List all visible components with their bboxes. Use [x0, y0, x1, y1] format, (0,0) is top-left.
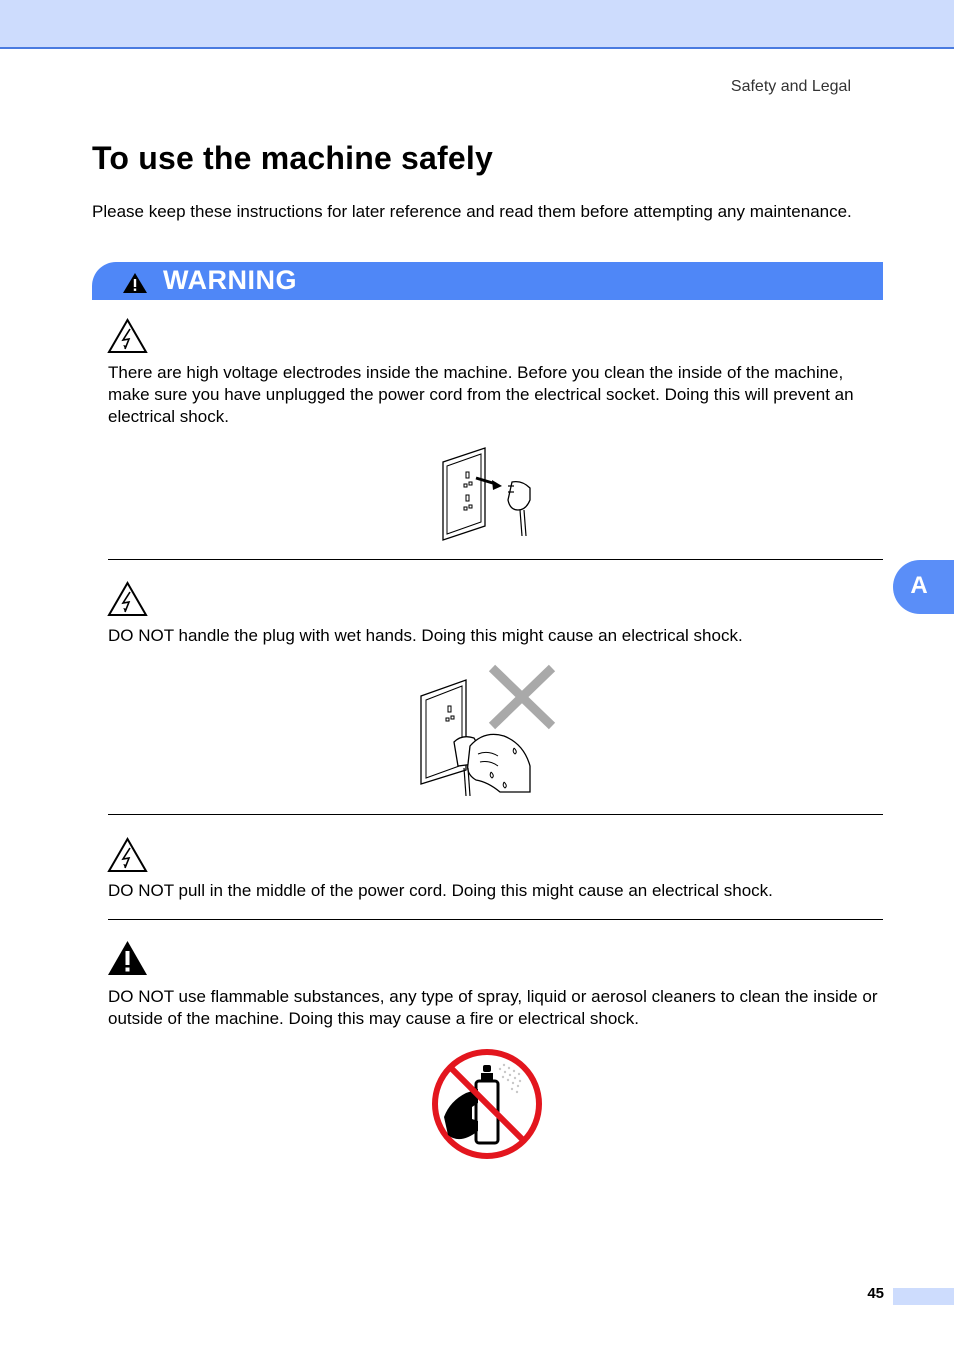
unplug-power-cord-illustration: [440, 446, 536, 542]
section-divider: [108, 919, 883, 920]
top-header-band: [0, 0, 954, 49]
warning-text-3: DO NOT pull in the middle of the power cord. Doing this might cause an electrical shock.: [108, 881, 773, 900]
section-divider: [108, 814, 883, 815]
warning-triangle-icon: [122, 272, 148, 294]
intro-paragraph: Please keep these instructions for later reference and read them before attempting any maintenance.: [92, 202, 852, 221]
electric-shock-warning-icon: [107, 318, 148, 354]
section-divider: [108, 559, 883, 560]
section-label: Safety and Legal: [730, 78, 851, 95]
warning-text-4: DO NOT use flammable substances, any type of spray, liquid or aerosol cleaners to clean the inside or outside of the machine. Doing this may cause a fire or electrical shock.: [108, 987, 878, 1028]
warning-label: WARNING: [163, 265, 297, 295]
page-number-bar: [893, 1288, 954, 1305]
appendix-side-tab: [893, 560, 954, 614]
no-spray-prohibition-icon: [430, 1047, 544, 1161]
warning-text-1: There are high voltage electrodes inside the machine. Before you clean the inside of the machine, make sure you have unplugged the power cord from the electrical socket. Doing this will prevent an electrical shock.: [108, 363, 854, 426]
warning-banner: [92, 262, 883, 300]
page-number: 45: [867, 1285, 884, 1302]
side-tab-label: A: [910, 572, 928, 599]
general-warning-icon: [107, 940, 148, 976]
page-title: To use the machine safely: [92, 140, 493, 176]
warning-text-2: DO NOT handle the plug with wet hands. Doing this might cause an electrical shock.: [108, 626, 743, 645]
electric-shock-warning-icon: [107, 837, 148, 873]
wet-hands-plug-illustration: [418, 664, 558, 798]
electric-shock-warning-icon: [107, 581, 148, 617]
